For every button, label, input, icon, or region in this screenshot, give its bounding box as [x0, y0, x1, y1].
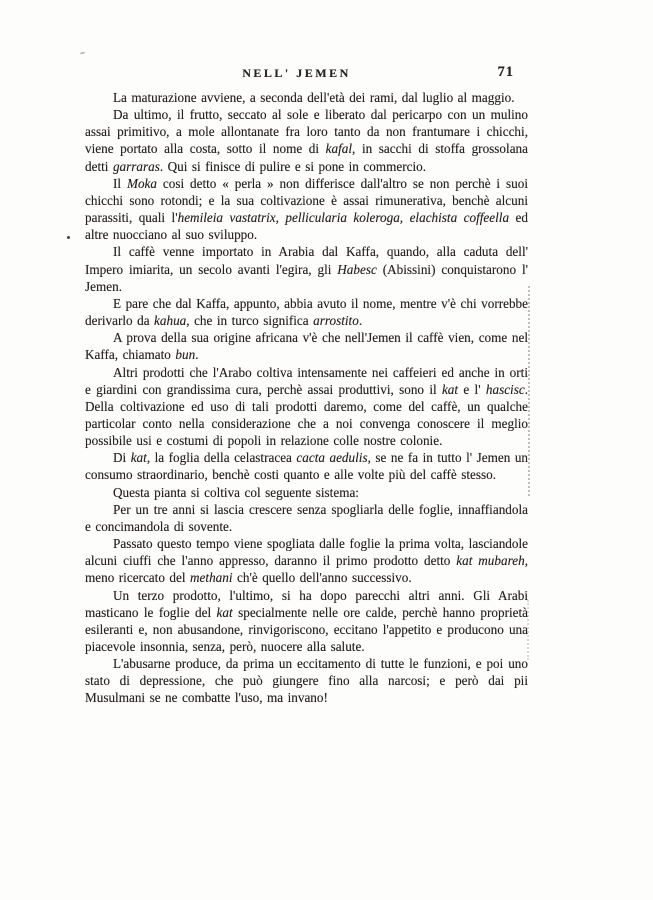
paragraph: Il Moka cosi detto « perla » non differisce dall'altro se non perchè i suoi chicchi sono rotondi; e la sua coltivazione è assai rimunerativa, benchè alcuni parassiti, quali l'hemileia vastatrix, pellicularia koleroga, elachista coffeella ed altre nuocciano al suo sviluppo. — [85, 175, 528, 243]
scan-speck-artifact — [80, 51, 85, 54]
paragraph: Da ultimo, il frutto, seccato al sole e liberato dal pericarpo con un mulino assai primitivo, a mole allontanate fra loro tanto da non frantumare i chicchi, viene portato alla costa, sotto il nome di kafal, in sacchi di stoffa grossolana detti garraras. Qui si finisce di pulire e si pone in commercio. — [85, 107, 528, 174]
page-body — [85, 89, 528, 707]
paragraph: E pare che dal Kaffa, appunto, abbia avuto il nome, mentre v'è chi vorrebbe derivarlo da kahua, che in turco significa arrostito. — [85, 295, 528, 329]
paragraph: Altri prodotti che l'Arabo coltiva intensamente nei caffeieri ed anche in orti e giardini con grandissima cura, perchè assai produttivi, sono il kat e l' hascisc. Della coltivazione ed uso di tali prodotti daremo, come del caffè, un qualche particolar conto nella considerazione che a noi convenga conoscere il meglio possibile usi e costumi di popoli in relazione colle nostre colonie. — [85, 364, 528, 449]
paragraph: Un terzo prodotto, l'ultimo, si ha dopo parecchi altri anni. Gli Arabi masticano le foglie del kat specialmente nelle ore calde, perchè hanno proprietà esileranti e, non abusandone, rinvigoriscono, eccitano l'appetito e producono una piacevole insonnia, senza, però, nuocere alla salute. — [85, 587, 528, 654]
scan-edge-marks-artifact-lower — [527, 600, 529, 660]
margin-dot-artifact — [67, 236, 70, 239]
paragraph: A prova della sua origine africana v'è che nell'Jemen il caffè vien, come nel Kaffa, chiamato bun. — [85, 330, 528, 363]
paragraph: Per un tre anni si lascia crescere senza spogliarla delle foglie, innaffiandola e concimandola di sovente. — [85, 501, 528, 534]
scan-edge-marks-artifact — [528, 286, 530, 496]
paragraph: Questa pianta si coltiva col seguente sistema: — [113, 484, 359, 500]
paragraph: Passato questo tempo viene spogliata dalle foglie la prima volta, lasciandole alcuni ciuffi che l'anno appresso, daranno il primo prodotto detto kat mubareh, meno ricercato del methani ch'è quello dell'anno successivo. — [85, 536, 528, 586]
page-number: 71 — [497, 64, 514, 80]
paragraph: La maturazione avviene, a seconda dell'età dei rami, dal luglio al maggio. — [113, 90, 515, 105]
paragraph: L'abusarne produce, da prima un eccitamento di tutte le funzioni, e poi uno stato di depressione, che può giungere fino alla narcosi; e però dai pii Musulmani se ne combatte l'uso, ma invano! — [85, 656, 528, 706]
header-title: NELL' JEMEN — [242, 66, 351, 80]
paragraph: Il caffè venne importato in Arabia dal Kaffa, quando, alla caduta dell' Impero imiarita, un secolo avanti l'egira, gli Habesc (Abissini) conquistarono l' Jemen. — [85, 244, 528, 294]
running-header — [85, 66, 528, 84]
paragraph: Di kat, la foglia della celastracea cacta aedulis, se ne fa in tutto l' Jemen un consumo straordinario, benchè costi quanto e alle volte più del caffè stesso. — [85, 450, 529, 483]
